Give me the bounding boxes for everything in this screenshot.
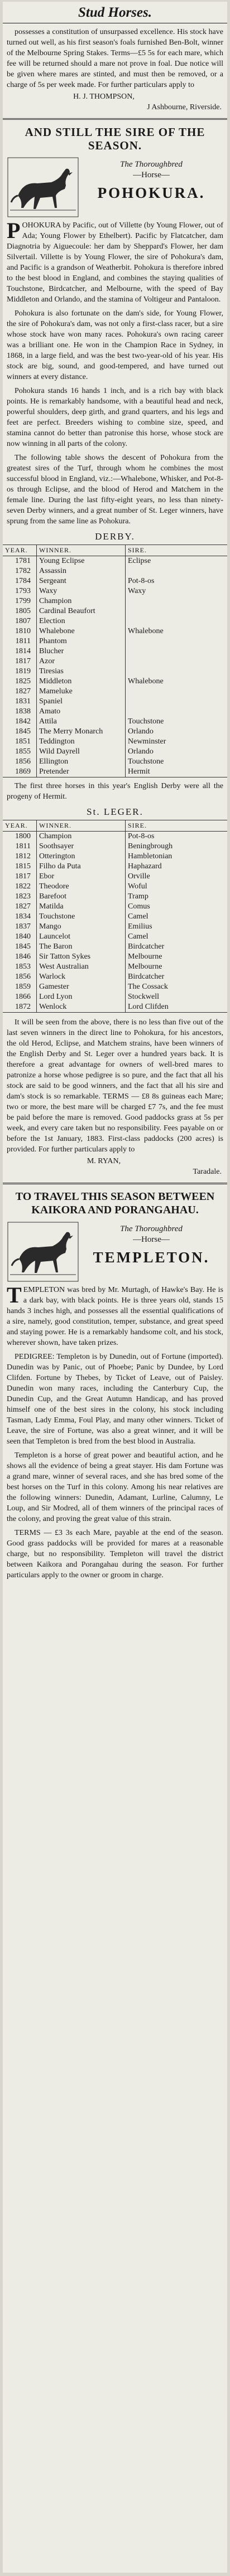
leger-year-cell: 1853 <box>15 963 31 971</box>
table-row <box>3 717 227 727</box>
derby-sire-cell: Whalebone <box>126 677 228 687</box>
leger-winner-cell: Filho da Puta <box>37 862 126 872</box>
leger-sire-cell: Pot-8-os <box>126 832 228 842</box>
leger-table <box>3 820 227 1013</box>
derby-year-cell: 1807 <box>15 617 31 625</box>
leger-year-cell: 1872 <box>3 1002 37 1013</box>
table-row <box>3 1002 227 1013</box>
derby-year-cell: 1842 <box>15 717 31 726</box>
leger-year-cell: 1811 <box>15 842 31 850</box>
table-row <box>3 902 227 912</box>
table-row <box>3 647 227 657</box>
leger-sire-cell: Birdcatcher <box>126 972 228 982</box>
leger-sire-cell: Stockwell <box>126 992 228 1002</box>
leger-year-cell: 1845 <box>15 942 31 951</box>
derby-year-cell: 1811 <box>15 637 31 645</box>
pohokura-kicker: The Thoroughbred <box>120 160 183 169</box>
derby-winner-cell: Wild Dayrell <box>37 747 126 757</box>
derby-year-cell: 1819 <box>15 667 31 675</box>
derby-winner-cell: The Merry Monarch <box>37 727 126 737</box>
table-row <box>3 862 227 872</box>
pohokura-terms: It will be seen from the above, there is no less than five out of the last seven winners in the direct line to Pohokura, for his ancestors, the old Herod, Eclipse, and Matchem strains, have been winners of the English Derby and St. Leger over a hundred years back. It is therefore a great advantage for owners of well-bred mares to patronize a horse whose pedigree is so pure, and the fact that all his stock are said to be good winners, and the fact that all his sire and dam's stock is so remarkable. TERMS — £8 8s guineas each Mare; two or more, the best mare will be charged £7 7s, and the fee must be paid before the mare is removed. Good paddocks grass at 5s per week, and every care taken but no responsibility. Fees payable on or before the 1st January, 1883. First-class paddocks (200 acres) is provided. For further particulars apply to <box>7 1018 223 1154</box>
derby-sire-cell: Touchstone <box>126 717 228 727</box>
table-row <box>3 767 227 777</box>
table-row <box>3 677 227 687</box>
leger-sire-header: SIRE. <box>126 820 228 832</box>
templeton-paragraph: PEDIGREE: Templeton is by Dunedin, out of Fortune (imported). Dunedin was by Panic, out of Phoebe; Panic by Dundee, by Lord Clifden. Fortune by Thebes, by Ticket of Leave, out of Paisley. Dunedin won many races, including the Canterbury Cup, the Dunedin Cup, and the Great Autumn Handicap, and has proved himself one of the best sires in the colony, his stock including Tasman, Lady Emma, Foul Play, and many other winners. Ticket of Leave, the sire of Fortune, was also a great winner, and it will be seen that Templeton is bred from the best blood in Australia. <box>7 1353 223 1446</box>
leger-year-header: YEAR. <box>3 820 37 832</box>
pohokura-headline: AND STILL THE SIRE OF THE SEASON. <box>25 125 205 152</box>
table-row <box>3 842 227 852</box>
leger-winner-cell: Soothsayer <box>37 842 126 852</box>
derby-sire-cell: Eclipse <box>126 556 228 567</box>
leger-year-cell: 1822 <box>15 882 31 891</box>
table-row <box>3 727 227 737</box>
masthead-title: Stud Horses. <box>3 2 227 23</box>
leger-sire-cell: Birdcatcher <box>126 942 228 952</box>
leger-winner-cell: Mango <box>37 922 126 932</box>
derby-sire-cell <box>126 707 228 717</box>
table-row <box>3 616 227 626</box>
leger-sire-cell: Emilius <box>126 922 228 932</box>
leger-year-cell: 1837 <box>15 922 31 931</box>
derby-sire-cell <box>126 566 228 576</box>
intro-signature-name: H. J. THOMPSON, <box>73 93 135 101</box>
table-row <box>3 576 227 586</box>
leger-year-cell: 1866 <box>15 993 31 1001</box>
pohokura-paragraph: Pohokura stands 16 hands 1 inch, and is a rich bay with black points. He is remarkably handsome, with a beautiful head and neck, powerful shoulders, deep girth, and grand quarters, and his legs and feet are perfect. Breeders wishing to combine size, speed, and stamina cannot do better than patronise this horse, whose stock are now winning in all parts of the colony. <box>7 387 223 448</box>
derby-year-cell: 1831 <box>15 697 31 706</box>
derby-winner-cell: Attila <box>37 717 126 727</box>
derby-sire-cell <box>126 667 228 677</box>
derby-year-cell: 1855 <box>15 747 31 756</box>
table-row <box>3 667 227 677</box>
pohokura-header <box>7 157 223 218</box>
pohokura-signature-name: M. RYAN, <box>87 1157 121 1165</box>
leger-winner-cell: The Baron <box>37 942 126 952</box>
derby-sire-cell <box>126 657 228 667</box>
derby-year-cell: 1869 <box>3 767 37 777</box>
table-row <box>3 737 227 747</box>
leger-year-cell: 1815 <box>15 862 31 871</box>
derby-winner-header: WINNER. <box>37 545 126 556</box>
derby-sire-cell <box>126 636 228 647</box>
leger-sire-cell: Lord Clifden <box>126 1002 228 1013</box>
table-row <box>3 596 227 606</box>
leger-winner-header: WINNER. <box>37 820 126 832</box>
leger-winner-cell: Warlock <box>37 972 126 982</box>
leger-year-cell: 1823 <box>15 892 31 901</box>
derby-winner-cell: Whalebone <box>37 626 126 636</box>
derby-sire-cell <box>126 687 228 697</box>
leger-year-cell: 1834 <box>15 912 31 921</box>
leger-year-cell: 1812 <box>15 852 31 861</box>
derby-winner-cell: Election <box>37 616 126 626</box>
pohokura-paragraph: OHOKURA by Pacific, out of Villette (by Young Flower, out of Ada; Young Flower by Ethelbert). Pacific by Flatcatcher, dam Diagnotria by Aiguecoule: her dam by Sheppard's Flower, her dam Silvertail. Villette is by Young Flower, the sire of Pohokura's dam, and Pacific is a grandson of Weatherbit. Pohokura is therefore inbred to the best blood in England, and combines the staying qualities of Touchstone, Birdcatcher, and Melbourne, with the speed of Bay Middleton and Orlando, and the stamina of Voltigeur and Pantaloon. <box>7 221 223 304</box>
pohokura-kicker-2: —Horse— <box>133 171 170 179</box>
derby-winner-cell: Amato <box>37 707 126 717</box>
leger-sire-cell: Camel <box>126 932 228 942</box>
leger-table-title: St. LEGER. <box>87 806 143 817</box>
templeton-kicker: The Thoroughbred <box>120 1224 183 1233</box>
table-row <box>3 687 227 697</box>
table-row <box>3 636 227 647</box>
pohokura-title-block <box>79 157 223 202</box>
leger-sire-cell: Camel <box>126 912 228 922</box>
derby-sire-cell: Whalebone <box>126 626 228 636</box>
templeton-body <box>7 1282 223 1581</box>
leger-winner-cell: Gamester <box>37 982 126 992</box>
pohokura-paragraph: Pohokura is also fortunate on the dam's side, for Young Flower, the sire of Pohokura's dam, was not only a first-class racer, but a sire whose stock have won many races. Pohokura's own racing career was a brilliant one. He won in the Champion Race in Sydney, in 1868, in a large field, and was the best two-year-old of his year. His stock are big, sound, and good-tempered, and have turned out winners at every distance. <box>7 309 223 381</box>
derby-winner-cell: Teddington <box>37 737 126 747</box>
derby-table <box>3 545 227 777</box>
derby-sire-cell <box>126 616 228 626</box>
templeton-paragraph: Templeton is a horse of great power and beautiful action, and he shows all the evidence of being a great stayer. His dam Fortune was a grand mare, winner of several races, and she has bred some of the best horses on the Turf in this colony. Among his near relatives are the following winners: Dunedin, Adamant, Lurline, Calumny, Le Loup, and Sir Modred, all of them winners of the principal races of the colony, and proving the great value of this strain. <box>7 1451 223 1523</box>
derby-year-cell: 1825 <box>15 677 31 686</box>
derby-year-cell: 1781 <box>15 557 31 565</box>
leger-winner-cell: Wenlock <box>37 1002 126 1013</box>
derby-winner-cell: Pretender <box>37 767 126 777</box>
table-row <box>3 707 227 717</box>
leger-year-cell: 1859 <box>15 983 31 991</box>
derby-year-cell: 1827 <box>15 687 31 696</box>
derby-year-cell: 1805 <box>15 607 31 615</box>
leger-sire-cell: Hambletonian <box>126 852 228 862</box>
derby-winner-cell: Mameluke <box>37 687 126 697</box>
templeton-drop-initial: T <box>7 1282 22 1308</box>
templeton-paragraph: EMPLETON was bred by Mr. Murtagh, of Hawke's Bay. He is a dark bay, with black points. He is three years old, stands 15 hands 3 inches high, and possesses all the essential qualifications of a sire, namely, good constitution, temper, substance, and great speed and staying power. He is a remarkably handsome colt, and his stock, wherever shown, have taken prizes. <box>7 1286 223 1347</box>
table-row <box>3 832 227 842</box>
derby-winner-cell: Phantom <box>37 636 126 647</box>
derby-note: The first three horses in this year's English Derby were all the progeny of Hermit. <box>7 782 223 801</box>
derby-winner-cell: Waxy <box>37 586 126 596</box>
derby-year-cell: 1782 <box>15 567 31 575</box>
intro-signature <box>8 91 222 113</box>
templeton-headline: TO TRAVEL THIS SEASON BETWEEN KAIKORA AND PORANGAHAU. <box>15 1190 215 1216</box>
derby-winner-cell: Young Eclipse <box>37 556 126 567</box>
derby-table-title: DERBY. <box>95 531 135 542</box>
table-row <box>3 882 227 892</box>
leger-winner-cell: Otterington <box>37 852 126 862</box>
derby-winner-cell: Sergeant <box>37 576 126 586</box>
derby-year-cell: 1799 <box>15 597 31 605</box>
pohokura-signature-place: Taradale. <box>193 1168 222 1176</box>
leger-winner-cell: Champion <box>37 832 126 842</box>
derby-sire-cell <box>126 647 228 657</box>
table-row <box>3 757 227 767</box>
leger-winner-cell: Barefoot <box>37 892 126 902</box>
derby-sire-cell <box>126 596 228 606</box>
table-row <box>3 872 227 882</box>
pohokura-body <box>7 220 223 527</box>
derby-winner-cell: Blucher <box>37 647 126 657</box>
leger-winner-cell: Ebor <box>37 872 126 882</box>
table-row <box>3 747 227 757</box>
table-row <box>3 952 227 962</box>
derby-winner-cell: Champion <box>37 596 126 606</box>
leger-winner-cell: Touchstone <box>37 912 126 922</box>
leger-winner-cell: Theodore <box>37 882 126 892</box>
leger-sire-cell: Melbourne <box>126 962 228 972</box>
table-row <box>3 992 227 1002</box>
derby-year-cell: 1810 <box>15 627 31 635</box>
leger-sire-cell: Melbourne <box>126 952 228 962</box>
derby-year-cell: 1851 <box>15 737 31 746</box>
derby-winner-cell: Middleton <box>37 677 126 687</box>
table-row <box>3 942 227 952</box>
templeton-title-block <box>79 1221 223 1266</box>
leger-sire-cell: The Cossack <box>126 982 228 992</box>
derby-winner-cell: Cardinal Beaufort <box>37 606 126 616</box>
derby-year-cell: 1814 <box>15 647 31 655</box>
section-divider <box>3 1183 227 1184</box>
derby-sire-cell: Touchstone <box>126 757 228 767</box>
leger-winner-cell: Launcelot <box>37 932 126 942</box>
derby-year-cell: 1817 <box>15 657 31 665</box>
templeton-name: TEMPLETON. <box>93 1249 210 1266</box>
table-row <box>3 912 227 922</box>
table-row <box>3 982 227 992</box>
derby-winner-cell: Ellington <box>37 757 126 767</box>
derby-sire-cell: Orlando <box>126 747 228 757</box>
derby-sire-cell: Newminster <box>126 737 228 747</box>
table-row <box>3 892 227 902</box>
derby-sire-cell <box>126 606 228 616</box>
derby-winner-cell: Spaniel <box>37 697 126 707</box>
derby-sire-header: SIRE. <box>126 545 228 556</box>
horse-engraving-icon <box>7 157 79 218</box>
derby-sire-cell: Orlando <box>126 727 228 737</box>
pohokura-name: POHOKURA. <box>97 184 205 201</box>
derby-winner-cell: Tiresias <box>37 667 126 677</box>
table-row <box>3 922 227 932</box>
derby-year-header: YEAR. <box>3 545 37 556</box>
derby-year-cell: 1845 <box>15 727 31 736</box>
leger-year-cell: 1846 <box>15 952 31 961</box>
leger-winner-cell: Sir Tatton Sykes <box>37 952 126 962</box>
leger-year-cell: 1856 <box>15 973 31 981</box>
pohokura-paragraph: The following table shows the descent of Pohokura from the greatest sires of the Turf, through whom he combines the most successful blood in England, viz.:—Whalebone, Whisker, and Pot-8-os through Eclipse, and the blood of Herod and Matchem in the female line. During the last fifty-eight years, no less than ninety-seven Derby winners, and a great number of St. Leger winners, have sprung from the same line as Pohokura. <box>7 454 223 526</box>
leger-sire-cell: Beningbrough <box>126 842 228 852</box>
pohokura-drop-initial: P <box>7 218 21 243</box>
derby-year-cell: 1784 <box>15 577 31 585</box>
leger-sire-cell: Tramp <box>126 892 228 902</box>
derby-sire-cell: Hermit <box>126 767 228 777</box>
table-row <box>3 626 227 636</box>
leger-winner-cell: Matilda <box>37 902 126 912</box>
derby-sire-cell: Pot-8-os <box>126 576 228 586</box>
templeton-kicker-2: —Horse— <box>133 1235 170 1244</box>
templeton-paragraph: TERMS — £3 3s each Mare, payable at the end of the season. Good grass paddocks will be provided for mares at a reasonable charge, but no responsibility. Templeton will travel the district between Kaikora and Porangahau during the season. For further particulars apply to the owner or groom in charge. <box>7 1529 223 1579</box>
leger-sire-cell: Woful <box>126 882 228 892</box>
leger-year-cell: 1840 <box>15 932 31 941</box>
derby-winner-cell: Assassin <box>37 566 126 576</box>
horse-engraving-icon <box>7 1221 79 1282</box>
section-divider <box>3 118 227 120</box>
intro-paragraph: possesses a constitution of unsurpassed excellence. His stock have turned out well, as his first season's foals furnished Ben-Bolt, winner of the Melbourne Spring Stakes. Terms—£5 5s for each mare, which fee will be returned should a mare not prove in foal. Due notice will be given where mares are stinted, and must then be removed, or a charge of 5s per week made. For further particulars apply to <box>7 28 223 89</box>
leger-sire-cell: Haphazard <box>126 862 228 872</box>
leger-sire-cell: Orville <box>126 872 228 882</box>
leger-winner-cell: Lord Lyon <box>37 992 126 1002</box>
leger-sire-cell: Comus <box>126 902 228 912</box>
table-row <box>3 556 227 567</box>
derby-winner-cell: Azor <box>37 657 126 667</box>
table-row <box>3 606 227 616</box>
newspaper-page <box>3 2 227 2573</box>
derby-sire-cell: Waxy <box>126 586 228 596</box>
leger-year-cell: 1817 <box>15 872 31 881</box>
pohokura-signature <box>8 1156 222 1177</box>
table-row <box>3 972 227 982</box>
table-row <box>3 566 227 576</box>
table-row <box>3 932 227 942</box>
table-row <box>3 657 227 667</box>
table-row <box>3 962 227 972</box>
templeton-header <box>7 1221 223 1282</box>
table-row <box>3 852 227 862</box>
table-row <box>3 697 227 707</box>
intro-signature-place: J Ashbourne, Riverside. <box>147 103 222 111</box>
leger-year-cell: 1827 <box>15 902 31 911</box>
leger-winner-cell: West Australian <box>37 962 126 972</box>
derby-year-cell: 1856 <box>15 757 31 766</box>
derby-year-cell: 1838 <box>15 707 31 716</box>
derby-year-cell: 1793 <box>15 587 31 595</box>
derby-sire-cell <box>126 697 228 707</box>
table-row <box>3 586 227 596</box>
leger-year-cell: 1800 <box>15 832 31 840</box>
